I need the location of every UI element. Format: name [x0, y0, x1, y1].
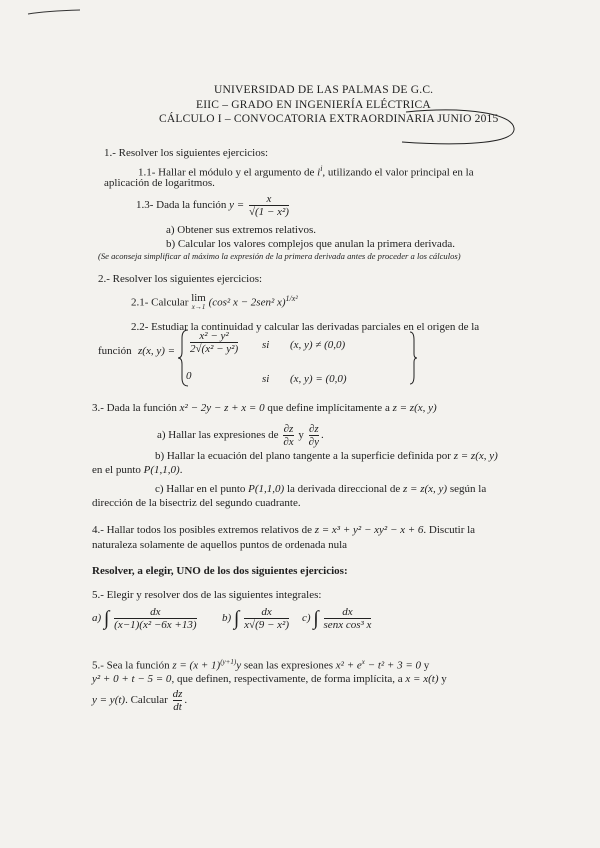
q1-item-b: b) Calcular los valores complejos que anulan la primera derivada. [166, 238, 455, 250]
q3-b: b) Hallar la ecuación del plano tangente a la superficie definida por z = z(x, y) [155, 450, 498, 462]
q5b-line3: y = y(t). Calcular $\frac{dz}{dt}$ . [92, 688, 188, 713]
q2-2-fraction: $\frac{\text{x² − y²}}{\text{2√(x² − y²)}}$ [190, 330, 239, 355]
q4-cont: naturaleza solamente de aquellos puntos de ordenada nula [92, 539, 348, 551]
q3-intro: 3.- Dada la función x² − 2y − z + x = 0 que define implícitamente a z = z(x, y) [92, 402, 437, 414]
q5-integral-a: a) ∫ $\frac{dx}{\text{(x−1)(x² −6x +13)}}$ [92, 606, 197, 631]
q5b-line2: y² + 0 + t − 5 = 0, que definen, respectivamente, de forma implícita, a x = x(t) y [92, 673, 447, 685]
q2-2-zero: 0 [186, 370, 192, 382]
q5-title: 5.- Elegir y resolver dos de las siguientes integrales: [92, 589, 322, 601]
q3-a: a) Hallar las expresiones de $\frac{\partial z}{\partial x}$ y $\frac{\partial z}{\partial y}$ . [157, 423, 324, 448]
q2-2-cond1: (x, y) ≠ (0,0) [290, 339, 346, 351]
handwritten-circle [398, 108, 518, 148]
header-university: UNIVERSIDAD DE LAS PALMAS DE G.C. [214, 84, 434, 96]
q5-integral-c: c) ∫ $\frac{dx}{\text{senx cos³ x}}$ [302, 606, 372, 631]
q2-2-zxy: z(x, y) = [138, 345, 176, 357]
q2-2-si2: si [262, 373, 270, 385]
choice-instruction: Resolver, a elegir, UNO de los dos siguientes ejercicios: [92, 565, 348, 577]
right-brace [408, 330, 418, 386]
q1-title: 1.- Resolver los siguientes ejercicios: [104, 147, 269, 159]
q3-c: c) Hallar en el punto P(1,1,0) la derivada direccional de z = z(x, y) según la [155, 483, 487, 495]
q1-note: (Se aconseja simplificar al máximo la expresión de la primera derivada antes de proceder a los cálculos) [98, 251, 461, 261]
pen-mark-top [26, 8, 82, 16]
q2-1: 2.1- Calcular lim x→1 (cos² x − 2sen² x)$^{1/x^2}$ [131, 292, 298, 312]
q2-2-cond2: (x, y) = (0,0) [290, 373, 347, 385]
q5b-line1: 5.- Sea la función $z = (x + 1)^{(y+1)}y$ sean las expresiones $x^2 + e^x - t^2 + 3 = 0$ y [92, 658, 430, 672]
q1-item-a: a) Obtener sus extremos relativos. [166, 224, 316, 236]
q1-3: 1.3- Dada la función y = $\frac{x}{\text{√(1 − x²)}}$ [136, 193, 289, 218]
q1-1: 1.1- Hallar el módulo y el argumento de $i^i$, utilizando el valor principal en la [138, 164, 474, 179]
q5-integral-b: b) ∫ $\frac{dx}{\text{x√(9 − x²)}}$ [222, 606, 290, 631]
q2-2: 2.2- Estudiar la continuidad y calcular las derivadas parciales en el origen de la [131, 321, 480, 333]
q2-2-si1: si [262, 339, 270, 351]
q1-3-fraction: $\frac{x}{\text{√(1 − x²)}}$ [248, 193, 289, 218]
q3-b-cont: en el punto P(1,1,0). [92, 464, 183, 476]
q1-1-cont: aplicación de logaritmos. [104, 177, 215, 189]
header-school: EIIC – GRADO EN INGENIERÍA ELÉCTRICA [196, 99, 431, 111]
q3-c-cont: dirección de la bisectriz del segundo cuadrante. [92, 497, 301, 509]
q2-title: 2.- Resolver los siguientes ejercicios: [98, 273, 263, 285]
q2-2-func: función [98, 345, 132, 357]
q4: 4.- Hallar todos los posibles extremos relativos de z = x³ + y² − xy² − x + 6. Discutir la [92, 524, 476, 536]
header-exam: CÁLCULO I – CONVOCATORIA EXTRAORDINARIA JUNIO 2015 [159, 113, 499, 125]
